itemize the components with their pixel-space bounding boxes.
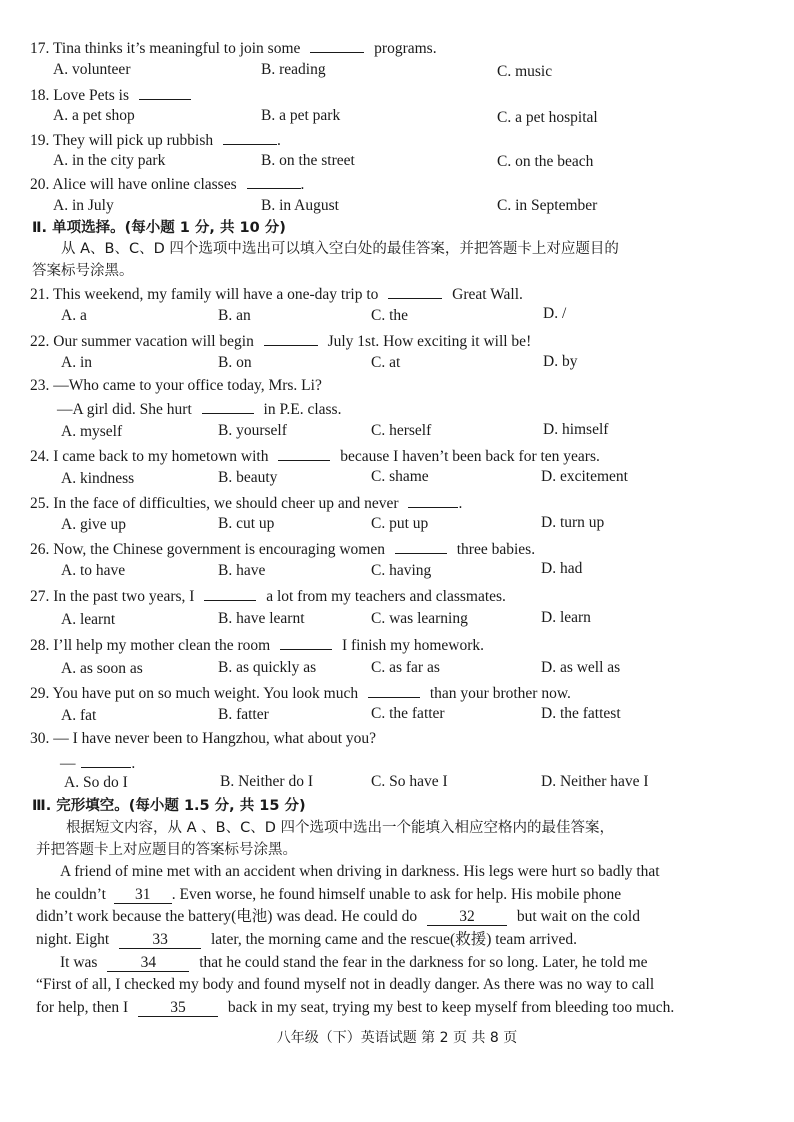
option-b: B. on bbox=[218, 354, 252, 371]
question-stem: 22. Our summer vacation will begin bbox=[30, 333, 254, 350]
option-c: C. in September bbox=[497, 197, 598, 214]
option-c: C. the fatter bbox=[371, 705, 445, 722]
question-stem: —A girl did. She hurt bbox=[57, 401, 192, 418]
option-c: C. So have I bbox=[371, 773, 448, 790]
option-a: A. in July bbox=[53, 197, 114, 214]
dash: — bbox=[60, 755, 76, 772]
question-stem: 18. Love Pets is bbox=[30, 87, 130, 104]
passage-text: for help, then I bbox=[36, 999, 129, 1016]
question-stem-end: because I haven’t been back for ten years. bbox=[340, 448, 600, 465]
option-a: A. myself bbox=[61, 423, 123, 440]
option-a: A. learnt bbox=[61, 611, 116, 628]
answer-blank bbox=[81, 752, 131, 768]
question-stem: 25. In the face of difficulties, we should cheer up and never bbox=[30, 495, 399, 512]
option-b: B. fatter bbox=[218, 706, 269, 723]
option-c: C. put up bbox=[371, 515, 429, 532]
option-b: B. yourself bbox=[218, 422, 287, 439]
answer-blank bbox=[264, 330, 318, 346]
option-c: C. a pet hospital bbox=[497, 109, 598, 126]
passage-line-6: “First of all, I checked my body and found myself not in deadly danger. As there was no way to call bbox=[36, 976, 655, 993]
question-25 bbox=[30, 492, 462, 514]
answer-blank bbox=[280, 634, 332, 650]
passage-text: later, the morning came and the rescue(救援) team arrived. bbox=[210, 931, 578, 948]
option-c: C. shame bbox=[371, 468, 429, 485]
answer-blank bbox=[395, 538, 447, 554]
passage-line-7 bbox=[36, 998, 674, 1018]
passage-line-1: A friend of mine met with an accident when driving in darkness. His legs were hurt so badly that bbox=[60, 863, 660, 880]
answer-blank bbox=[139, 84, 191, 100]
option-b: B. reading bbox=[261, 61, 326, 78]
option-b: B. have learnt bbox=[218, 610, 305, 627]
option-d: D. learn bbox=[541, 609, 591, 626]
question-stem-end: July 1st. How exciting it will be! bbox=[327, 333, 532, 350]
answer-blank bbox=[278, 445, 330, 461]
option-a: A. a bbox=[61, 307, 87, 324]
question-19 bbox=[30, 129, 281, 151]
passage-text: . Even worse, he found himself unable to ask for help. His mobile phone bbox=[171, 886, 622, 903]
question-stem-end: . bbox=[458, 495, 463, 512]
passage-text: It was bbox=[60, 954, 98, 971]
option-d: D. had bbox=[541, 560, 583, 577]
option-b: B. cut up bbox=[218, 515, 275, 532]
option-a: A. as soon as bbox=[61, 660, 143, 677]
question-30-prompt: 30. — I have never been to Hangzhou, what about you? bbox=[30, 730, 377, 747]
question-stem: 28. I’ll help my mother clean the room bbox=[30, 637, 271, 654]
option-d: D. as well as bbox=[541, 659, 621, 676]
option-b: B. as quickly as bbox=[218, 659, 317, 676]
question-20 bbox=[30, 173, 304, 195]
question-28 bbox=[30, 634, 484, 656]
section-2-title: Ⅱ. 单项选择。(每小题 1 分, 共 10 分) bbox=[32, 220, 286, 236]
question-stem-end: I finish my homework. bbox=[341, 637, 485, 654]
cloze-blank-33: 33 bbox=[119, 932, 201, 949]
section-3-instruction: 根据短文内容，从 A 、B、C、D 四个选项中选出一个能填入相应空格内的最佳答案， bbox=[66, 820, 614, 836]
option-a: A. So do I bbox=[64, 774, 128, 791]
question-17 bbox=[30, 37, 437, 59]
question-stem-end: three babies. bbox=[456, 541, 536, 558]
passage-line-3 bbox=[36, 907, 640, 927]
question-stem-end: in P.E. class. bbox=[263, 401, 342, 418]
passage-line-5 bbox=[60, 953, 648, 973]
page-footer: 八年级（下）英语试题 第 2 页 共 8 页 bbox=[276, 1030, 518, 1046]
question-stem: 27. In the past two years, I bbox=[30, 588, 195, 605]
passage-text: didn’t work because the battery(电池) was dead. He could do bbox=[36, 908, 418, 925]
option-c: C. was learning bbox=[371, 610, 468, 627]
question-stem: 29. You have put on so much weight. You look much bbox=[30, 685, 359, 702]
passage-text: that he could stand the fear in the darkness for so long. Later, he told me bbox=[199, 954, 648, 971]
question-23 bbox=[57, 398, 341, 420]
option-a: A. volunteer bbox=[53, 61, 131, 78]
option-b: B. beauty bbox=[218, 469, 278, 486]
answer-blank bbox=[310, 37, 364, 53]
answer-blank bbox=[388, 283, 442, 299]
passage-line-4 bbox=[36, 930, 577, 950]
question-stem-end: programs. bbox=[374, 40, 437, 57]
question-stem-end: . bbox=[300, 176, 305, 193]
option-b: B. a pet park bbox=[261, 107, 341, 124]
passage-text: night. Eight bbox=[36, 931, 110, 948]
passage-line-2 bbox=[36, 885, 621, 905]
option-d: D. / bbox=[543, 305, 567, 322]
passage-text: he couldn’t bbox=[36, 886, 106, 903]
cloze-blank-31: 31 bbox=[114, 887, 172, 904]
option-a: A. fat bbox=[61, 707, 97, 724]
question-21 bbox=[30, 283, 523, 305]
question-stem: 19. They will pick up rubbish bbox=[30, 132, 214, 149]
option-a: A. in the city park bbox=[53, 152, 166, 169]
option-b: B. have bbox=[218, 562, 266, 579]
passage-text: but wait on the cold bbox=[516, 908, 640, 925]
option-b: B. on the street bbox=[261, 152, 355, 169]
answer-blank bbox=[368, 682, 420, 698]
question-stem: 21. This weekend, my family will have a one-day trip to bbox=[30, 286, 379, 303]
question-stem: 26. Now, the Chinese government is encouraging women bbox=[30, 541, 385, 558]
option-c: C. music bbox=[497, 63, 553, 80]
option-d: D. excitement bbox=[541, 468, 628, 485]
option-d: D. by bbox=[543, 353, 578, 370]
option-d: D. himself bbox=[543, 421, 609, 438]
option-a: A. give up bbox=[61, 516, 127, 533]
option-c: C. the bbox=[371, 307, 409, 324]
cloze-blank-35: 35 bbox=[138, 1000, 218, 1017]
question-stem: 20. Alice will have online classes bbox=[30, 176, 237, 193]
answer-blank bbox=[408, 492, 458, 508]
answer-blank bbox=[223, 129, 277, 145]
answer-blank bbox=[202, 398, 254, 414]
option-b: B. Neither do I bbox=[220, 773, 313, 790]
passage-text: back in my seat, trying my best to keep myself from bleeding too much. bbox=[227, 999, 675, 1016]
option-a: A. to have bbox=[61, 562, 126, 579]
option-b: B. an bbox=[218, 307, 251, 324]
section-3-instruction-cont: 并把答题卡上对应题目的答案标号涂黑。 bbox=[36, 842, 297, 858]
question-stem-end: Great Wall. bbox=[452, 286, 523, 303]
answer-blank bbox=[247, 173, 301, 189]
question-29 bbox=[30, 682, 571, 704]
option-d: D. Neither have I bbox=[541, 773, 649, 790]
question-27 bbox=[30, 585, 506, 607]
option-a: A. a pet shop bbox=[53, 107, 135, 124]
option-c: C. having bbox=[371, 562, 432, 579]
option-c: C. at bbox=[371, 354, 401, 371]
option-b: B. in August bbox=[261, 197, 339, 214]
period: . bbox=[131, 755, 136, 772]
cloze-blank-32: 32 bbox=[427, 909, 507, 926]
option-a: A. kindness bbox=[61, 470, 135, 487]
answer-blank bbox=[204, 585, 256, 601]
option-d: D. the fattest bbox=[541, 705, 621, 722]
cloze-blank-34: 34 bbox=[107, 955, 189, 972]
question-stem-end: . bbox=[277, 132, 281, 149]
section-3-title: Ⅲ. 完形填空。(每小题 1.5 分, 共 15 分) bbox=[32, 798, 306, 814]
question-26 bbox=[30, 538, 535, 560]
option-c: C. as far as bbox=[371, 659, 440, 676]
question-stem-end: a lot from my teachers and classmates. bbox=[266, 588, 506, 605]
option-c: C. on the beach bbox=[497, 153, 594, 170]
question-stem-end: than your brother now. bbox=[429, 685, 571, 702]
option-a: A. in bbox=[61, 354, 92, 371]
question-30 bbox=[60, 752, 135, 774]
question-stem: 24. I came back to my hometown with bbox=[30, 448, 269, 465]
question-22 bbox=[30, 330, 531, 352]
question-23-prompt: 23. —Who came to your office today, Mrs. Li? bbox=[30, 377, 322, 394]
question-stem: 17. Tina thinks it’s meaningful to join some bbox=[30, 40, 301, 57]
question-18 bbox=[30, 84, 191, 106]
question-24 bbox=[30, 445, 600, 467]
option-d: D. turn up bbox=[541, 514, 605, 531]
option-c: C. herself bbox=[371, 422, 432, 439]
section-2-instruction-cont: 答案标号涂黑。 bbox=[32, 263, 134, 279]
section-2-instruction: 从 A、B、C、D 四个选项中选出可以填入空白处的最佳答案，并把答题卡上对应题目的 bbox=[61, 241, 619, 257]
